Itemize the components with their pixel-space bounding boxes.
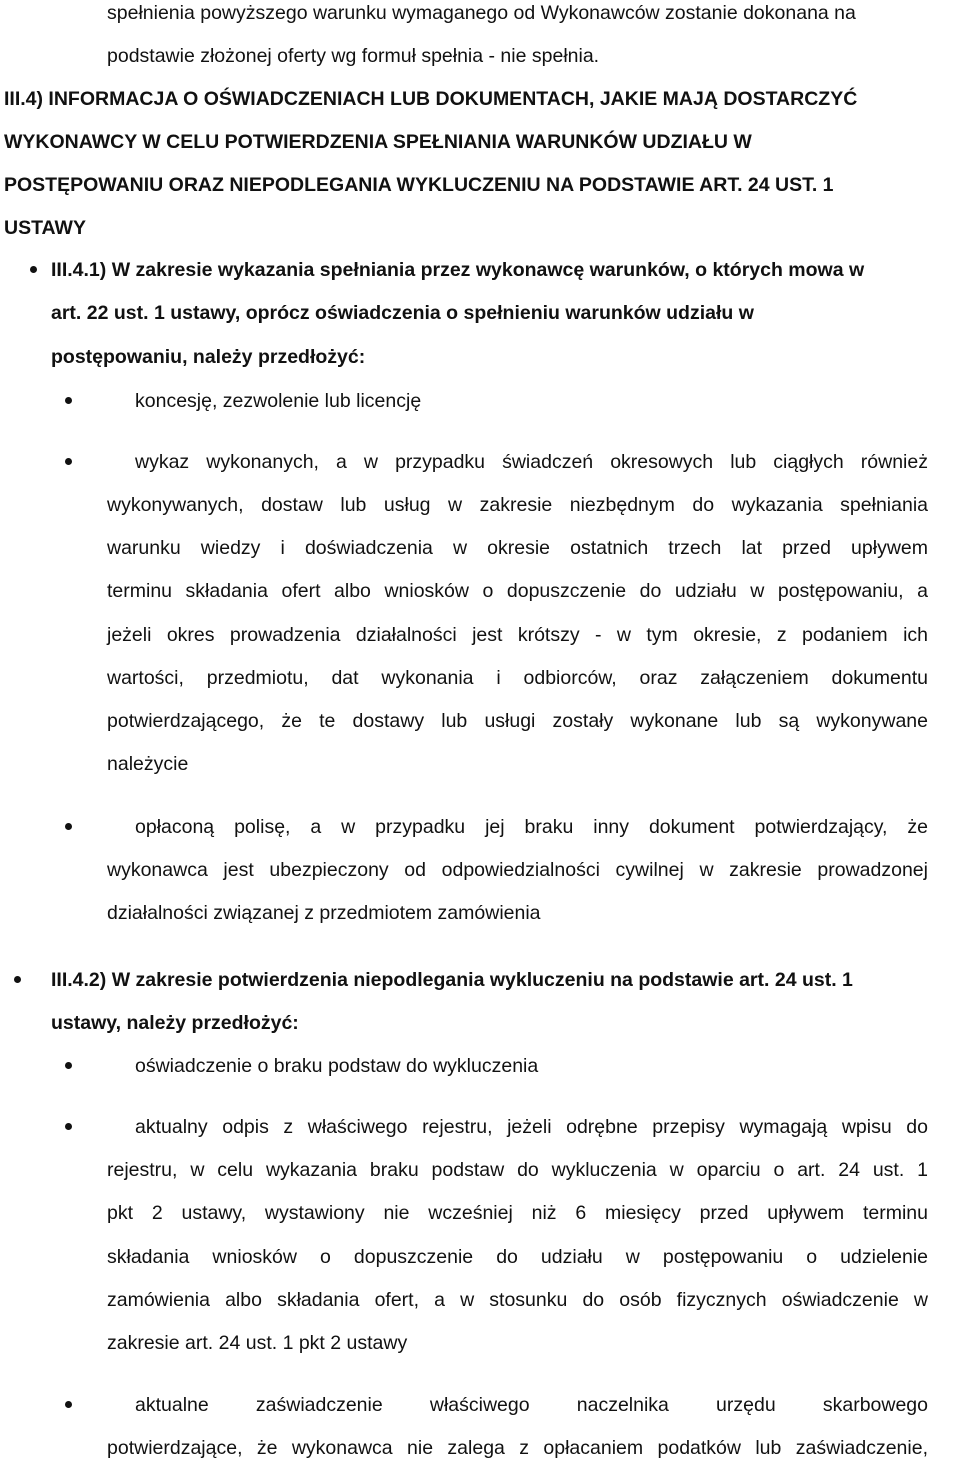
list-item-line: zamówienia albo składania ofert, a w stosunku do osób fizycznych oświadczenie w <box>107 1289 928 1311</box>
list-item-line: rejestru, w celu wykazania braku podstaw do wykluczenia w oparciu o art. 24 ust. 1 <box>107 1159 928 1181</box>
list-item-line: należycie <box>107 753 189 775</box>
section-heading-line-2: WYKONAWCY W CELU POTWIERDZENIA SPEŁNIANIA WARUNKÓW UDZIAŁU W <box>4 131 752 153</box>
bullet-icon <box>65 458 72 465</box>
list-item-line: działalności związanej z przedmiotem zamówienia <box>107 902 541 924</box>
subsection-1-heading-line-1: III.4.1) W zakresie wykazania spełniania przez wykonawcę warunków, o których mowa w <box>51 259 865 281</box>
bullet-icon <box>14 976 21 983</box>
intro-line-2: podstawie złożonej oferty wg formuł spełnia - nie spełnia. <box>107 45 600 67</box>
list-item-line: pkt 2 ustawy, wystawiony nie wcześniej niż 6 miesięcy przed upływem terminu <box>107 1202 928 1224</box>
list-item-line: jeżeli okres prowadzenia działalności jest krótszy - w tym okresie, z podaniem ich <box>107 624 928 646</box>
section-heading-line-1: III.4) INFORMACJA O OŚWIADCZENIACH LUB DOKUMENTACH, JAKIE MAJĄ DOSTARCZYĆ <box>4 88 858 110</box>
list-item-line: terminu składania ofert albo wniosków o dopuszczenie do udziału w postępowaniu, a <box>107 580 928 602</box>
list-item-line: aktualne zaświadczenie właściwego naczelnika urzędu skarbowego <box>135 1394 928 1416</box>
list-item-line: oświadczenie o braku podstaw do wykluczenia <box>135 1055 539 1077</box>
bullet-icon <box>65 397 72 404</box>
list-item-line: wykaz wykonanych, a w przypadku świadczeń okresowych lub ciągłych również <box>135 451 928 473</box>
bullet-icon <box>30 266 37 273</box>
list-item-line: zakresie art. 24 ust. 1 pkt 2 ustawy <box>107 1332 408 1354</box>
section-heading-line-4: USTAWY <box>4 217 86 239</box>
bullet-icon <box>65 1123 72 1130</box>
subsection-1-heading-line-3: postępowaniu, należy przedłożyć: <box>51 346 366 368</box>
list-item-line: wykonywanych, dostaw lub usług w zakresie niezbędnym do wykazania spełniania <box>107 494 928 516</box>
list-item-line: aktualny odpis z właściwego rejestru, jeżeli odrębne przepisy wymagają wpisu do <box>135 1116 928 1138</box>
intro-line-1: spełnienia powyższego warunku wymaganego od Wykonawców zostanie dokonana na <box>107 2 856 24</box>
list-item-line: koncesję, zezwolenie lub licencję <box>135 390 422 412</box>
list-item-line: potwierdzającego, że te dostawy lub usługi zostały wykonane lub są wykonywane <box>107 710 928 732</box>
list-item-line: warunku wiedzy i doświadczenia w okresie ostatnich trzech lat przed upływem <box>107 537 928 559</box>
list-item-line: wartości, przedmiotu, dat wykonania i odbiorców, oraz załączeniem dokumentu <box>107 667 928 689</box>
section-heading-line-3: POSTĘPOWANIU ORAZ NIEPODLEGANIA WYKLUCZENIU NA PODSTAWIE ART. 24 UST. 1 <box>4 174 834 196</box>
list-item-line: wykonawca jest ubezpieczony od odpowiedzialności cywilnej w zakresie prowadzonej <box>107 859 928 881</box>
list-item-line: składania wniosków o dopuszczenie do udziału w postępowaniu o udzielenie <box>107 1246 928 1268</box>
list-item-line: potwierdzające, że wykonawca nie zalega z opłacaniem podatków lub zaświadczenie, <box>107 1437 928 1459</box>
subsection-2-heading-line-2: ustawy, należy przedłożyć: <box>51 1012 299 1034</box>
bullet-icon <box>65 823 72 830</box>
list-item-line: opłaconą polisę, a w przypadku jej braku inny dokument potwierdzający, że <box>135 816 928 838</box>
subsection-1-heading-line-2: art. 22 ust. 1 ustawy, oprócz oświadczenia o spełnieniu warunków udziału w <box>51 302 754 324</box>
subsection-2-heading-line-1: III.4.2) W zakresie potwierdzenia niepodlegania wykluczeniu na podstawie art. 24 ust. 1 <box>51 969 853 991</box>
bullet-icon <box>65 1062 72 1069</box>
bullet-icon <box>65 1401 72 1408</box>
